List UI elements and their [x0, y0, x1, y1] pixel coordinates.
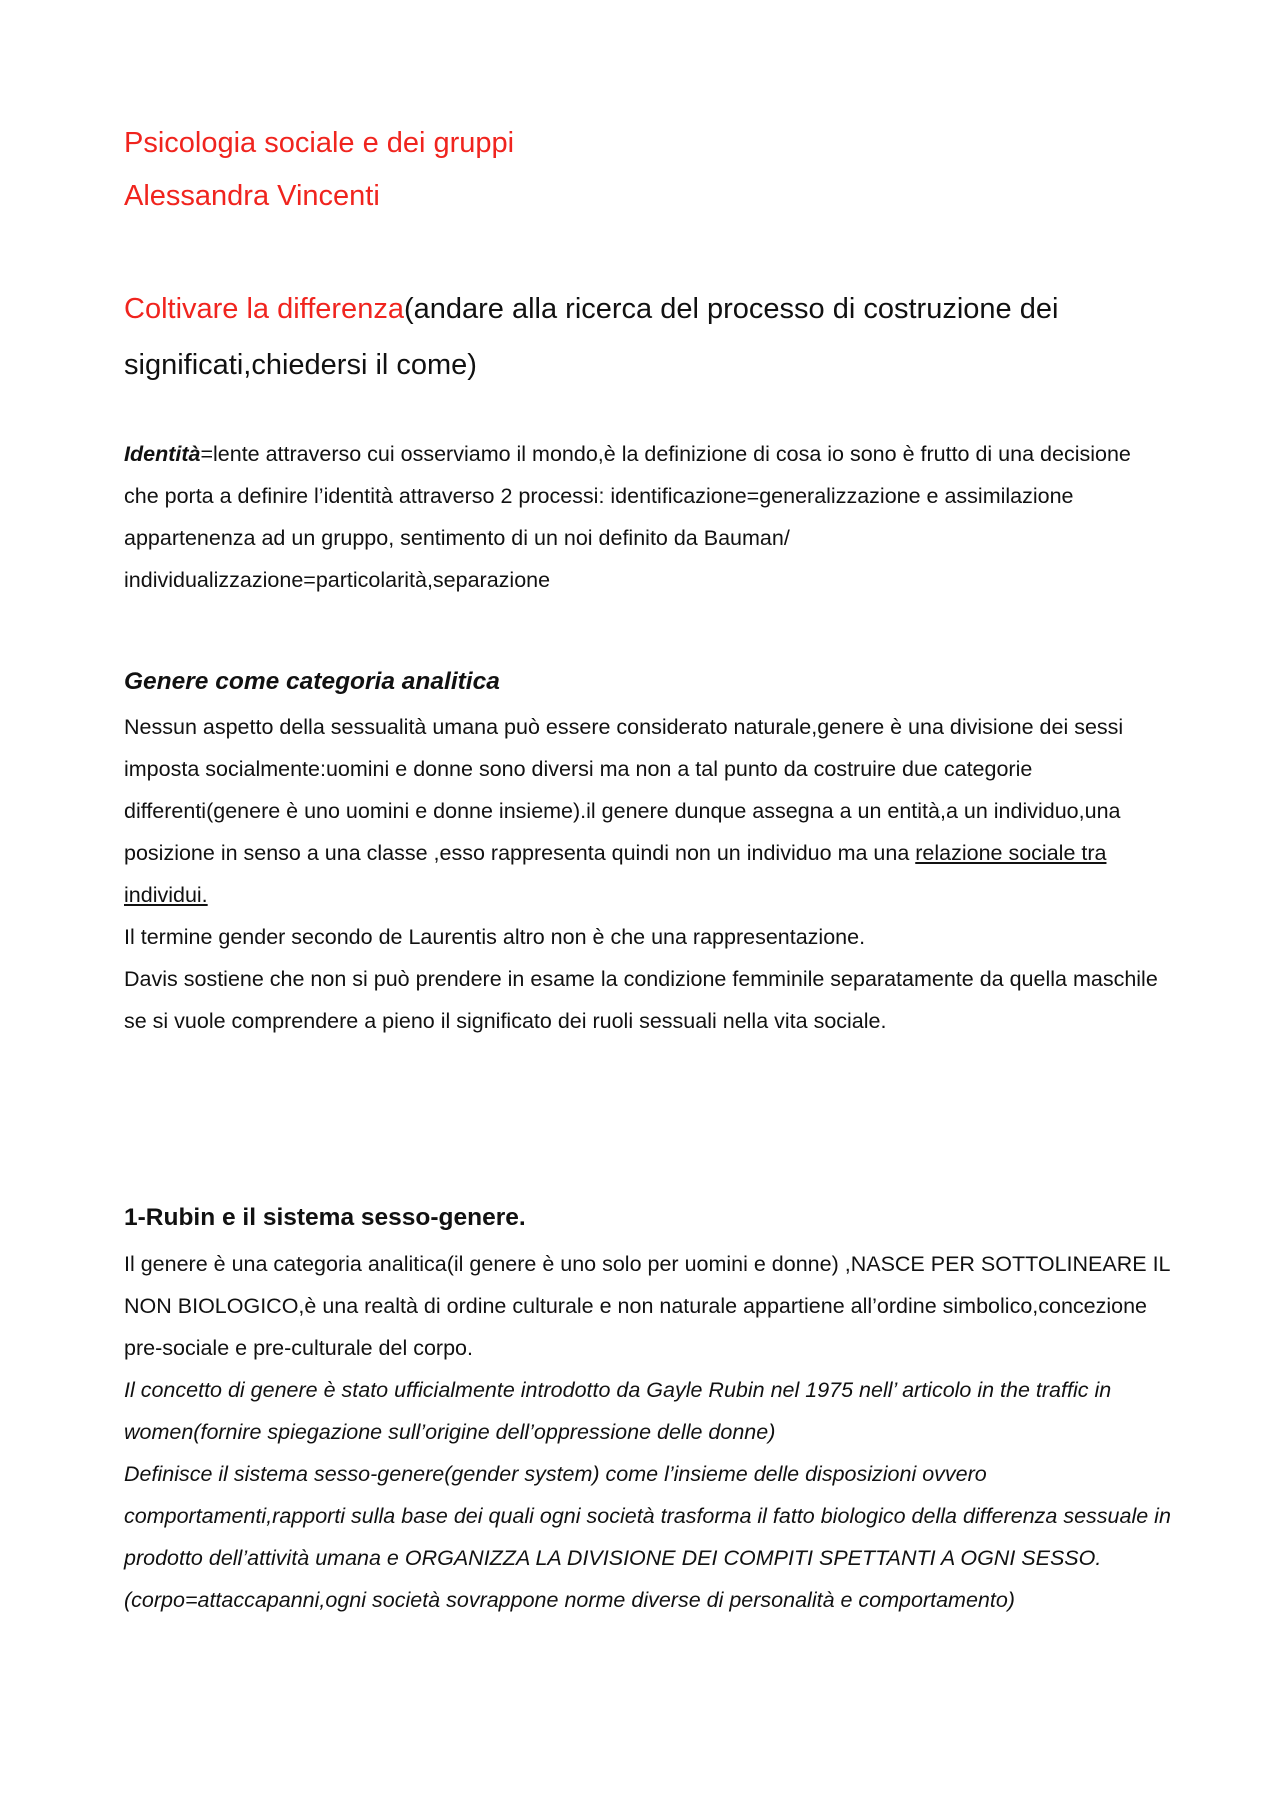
genere-heading: Genere come categoria analitica	[124, 668, 500, 695]
document-header	[124, 126, 1164, 160]
intro-rest: (andare alla ricerca del processo di costruzione dei significati,chiedersi il come)	[124, 293, 1059, 381]
rubin-section	[124, 1203, 1164, 1233]
author-block	[124, 179, 1164, 213]
identita-term: Identità	[124, 442, 201, 466]
genere-paragraph-1	[124, 706, 1174, 916]
genere-p1-underlined: relazione sociale tra individui.	[124, 841, 1107, 907]
course-title: Psicologia sociale e dei gruppi	[124, 127, 515, 159]
intro-heading	[124, 281, 1144, 393]
rubin-heading: 1-Rubin e il sistema sesso-genere.	[124, 1204, 526, 1231]
rubin-paragraph-1: Il genere è una categoria analitica(il genere è uno solo per uomini e donne) ,NASCE PER SOTTOLINEARE IL NON BIOLOGICO,è una realtà di ordine culturale e non naturale appartiene all’ordine simbolico,concezione pre-sociale e pre-culturale del corpo.	[124, 1252, 1170, 1360]
intro-text	[124, 281, 1144, 393]
genere-p1-text: Nessun aspetto della sessualità umana può essere considerato naturale,genere è una divisione dei sessi imposta socialmente:uomini e donne sono diversi ma non a tal punto da costruire due categorie differenti(genere è uno uomini e donne insieme).il genere dunque assegna a un entità,a un individuo,una posizione in senso a una classe ,esso rappresenta quindi non un individuo ma una	[124, 715, 1124, 865]
identita-definition: =lente attraverso cui osserviamo il mondo,è la definizione di cosa io sono è frutto di una decisione che porta a definire l’identità attraverso 2 processi: identificazione=generalizzazione e assimilazione appartenenza ad un gruppo, sentimento di un noi definito da Bauman/ individualizzazione=particolarità,separazione	[124, 442, 1131, 592]
genere-body	[124, 706, 1174, 1042]
author-name: Alessandra Vincenti	[124, 180, 380, 212]
genere-paragraph-3: Davis sostiene che non si può prendere in esame la condizione femminile separatamente da quella maschile se si vuole comprendere a pieno il significato dei ruoli sessuali nella vita sociale.	[124, 967, 1158, 1033]
identita-paragraph	[124, 433, 1169, 601]
identita-text	[124, 433, 1169, 601]
rubin-body	[124, 1243, 1174, 1621]
genere-paragraph-2: Il termine gender secondo de Laurentis altro non è che una rappresentazione.	[124, 925, 866, 949]
rubin-paragraph-3: Definisce il sistema sesso-genere(gender system) come l’insieme delle disposizioni ovvero comportamenti,rapporti sulla base dei quali ogni società trasforma il fatto biologico della differenza sessuale in prodotto dell’attività umana e ORGANIZZA LA DIVISIONE DEI COMPITI SPETTANTI A OGNI SESSO.(corpo=attaccapanni,ogni società sovrappone norme diverse di personalità e comportamento)	[124, 1462, 1171, 1612]
rubin-paragraph-2: Il concetto di genere è stato ufficialmente introdotto da Gayle Rubin nel 1975 nell’ articolo in the traffic in women(fornire spiegazione sull’origine dell’oppressione delle donne)	[124, 1378, 1112, 1444]
genere-section	[124, 667, 1164, 697]
intro-red-phrase: Coltivare la differenza	[124, 293, 404, 325]
